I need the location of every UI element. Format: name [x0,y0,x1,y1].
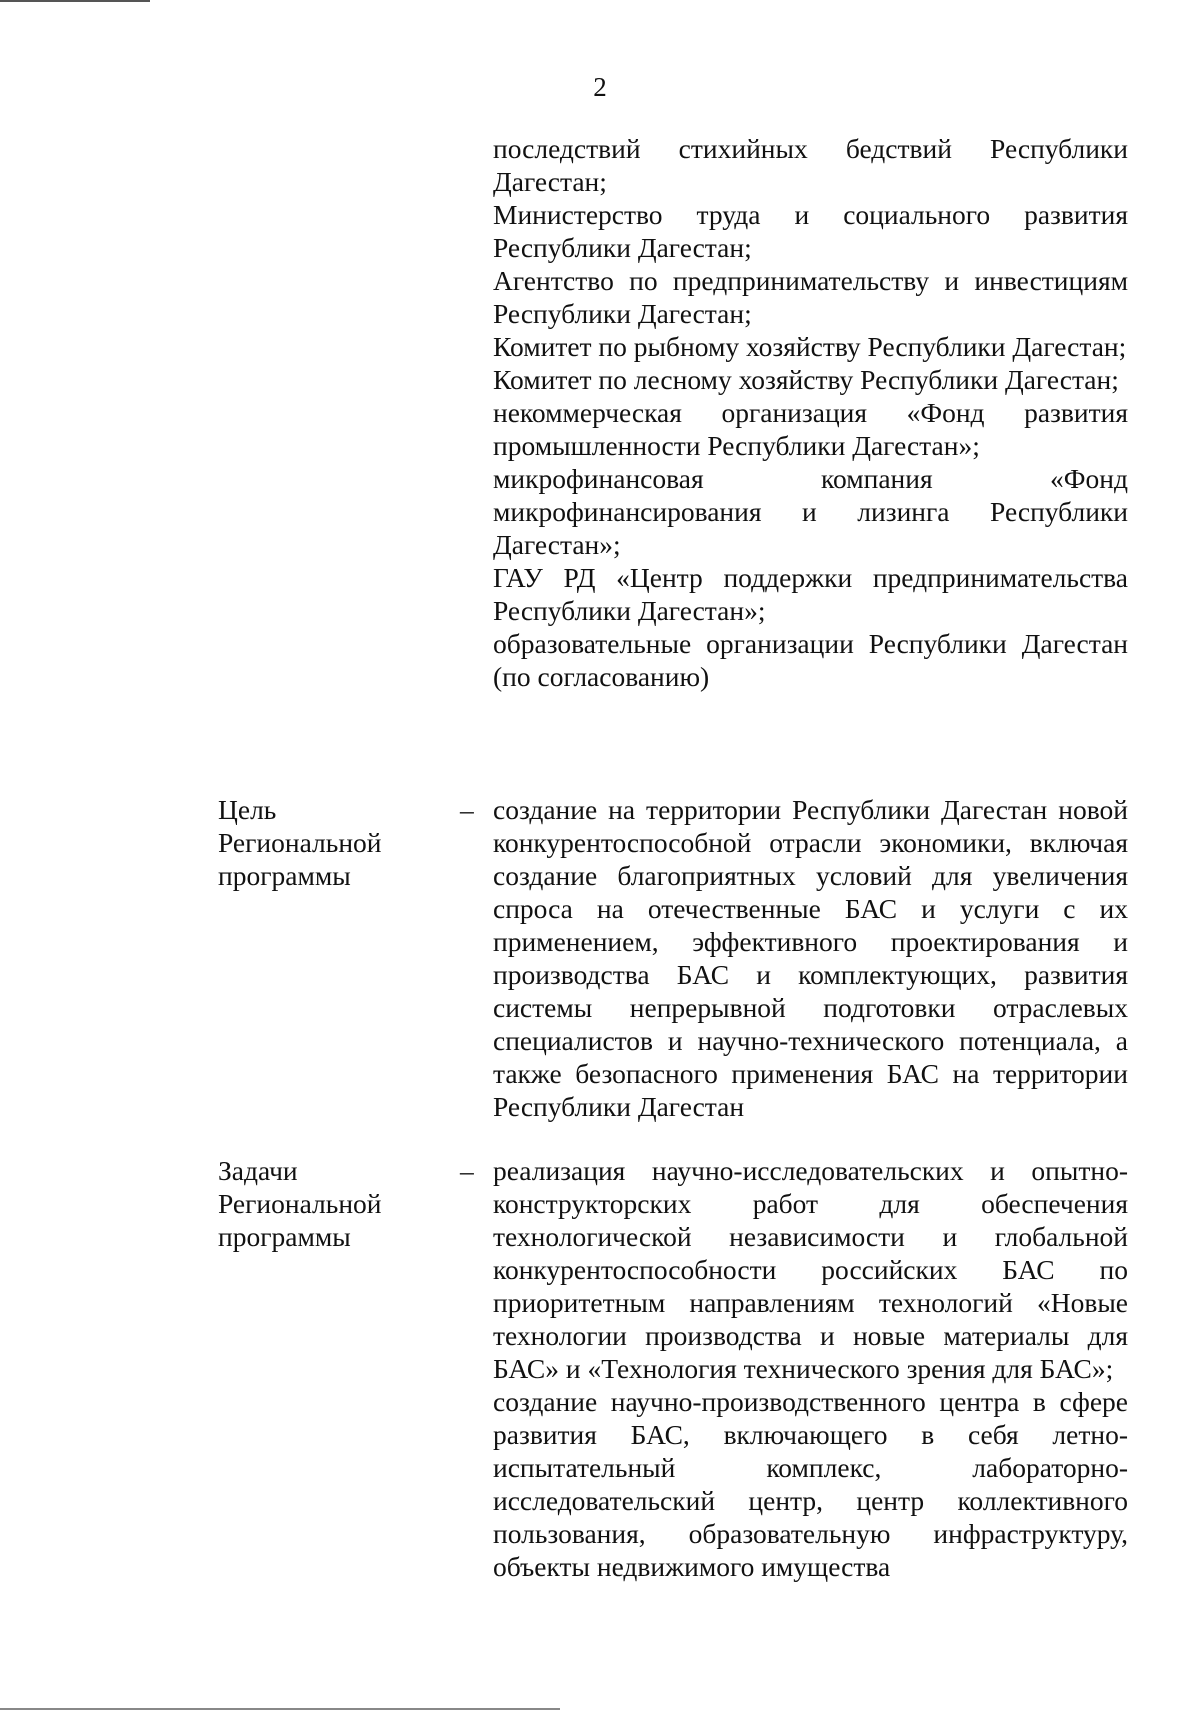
task-item: создание научно-производственного центра в сфере развития БАС, включающего в себя летно-испытательный комплекс, лабораторно-исследовательский центр, центр коллективного пользования, образовательную инфраструктуру, объекты недвижимого имущества [493,1386,1128,1582]
goal-dash: – [460,794,474,825]
list-item: образовательные организации Республики Дагестан (по согласованию) [493,628,1128,692]
goal-paragraph: создание на территории Республики Дагестан новой конкурентоспособной отрасли экономики, включая создание благоприятных условий для увеличения спроса на отечественные БАС и услуги с их применением, эффективного проектирования и производства БАС и комплектующих, развития системы непрерывной подготовки отраслевых специалистов и научно-технического потенциала, а также безопасного применения БАС на территории Республики Дагестан [493,794,1128,1122]
list-item: Комитет по лесному хозяйству Республики Дагестан; [493,364,1119,395]
tasks-label-line: Региональной [218,1188,382,1219]
goal-text [493,793,1128,1123]
goal-label-line: Цель [218,794,277,825]
tasks-label-line: программы [218,1221,351,1252]
goal-label-line: Региональной [218,827,382,858]
tasks-label [218,1154,448,1253]
task-item: реализация научно-исследовательских и опытно-конструкторских работ для обеспечения технологической независимости и глобальной конкурентоспособности российских БАС по приоритетным направлениям технологий «Новые технологии производства и новые материалы для БАС» и «Технология технического зрения для БАС»; [493,1155,1128,1384]
tasks-list [493,1154,1128,1583]
scan-edge-bottom [0,1708,560,1710]
scan-edge-top [0,0,150,2]
continuation-list [493,132,1128,693]
goal-label [218,793,448,892]
list-item: Агентство по предпринимательству и инвестициям Республики Дагестан; [493,265,1128,329]
goal-label-line: программы [218,860,351,891]
list-item: некоммерческая организация «Фонд развития промышленности Республики Дагестан»; [493,397,1128,461]
list-item: Министерство труда и социального развития Республики Дагестан; [493,199,1128,263]
tasks-label-line: Задачи [218,1155,298,1186]
list-item: Комитет по рыбному хозяйству Республики Дагестан; [493,331,1127,362]
tasks-dash: – [460,1155,474,1186]
list-item: ГАУ РД «Центр поддержки предпринимательства Республики Дагестан»; [493,562,1128,626]
list-item: микрофинансовая компания «Фонд микрофинансирования и лизинга Республики Дагестан»; [493,463,1128,560]
page-number: 2 [593,72,607,102]
list-item: последствий стихийных бедствий Республики Дагестан; [493,133,1128,197]
